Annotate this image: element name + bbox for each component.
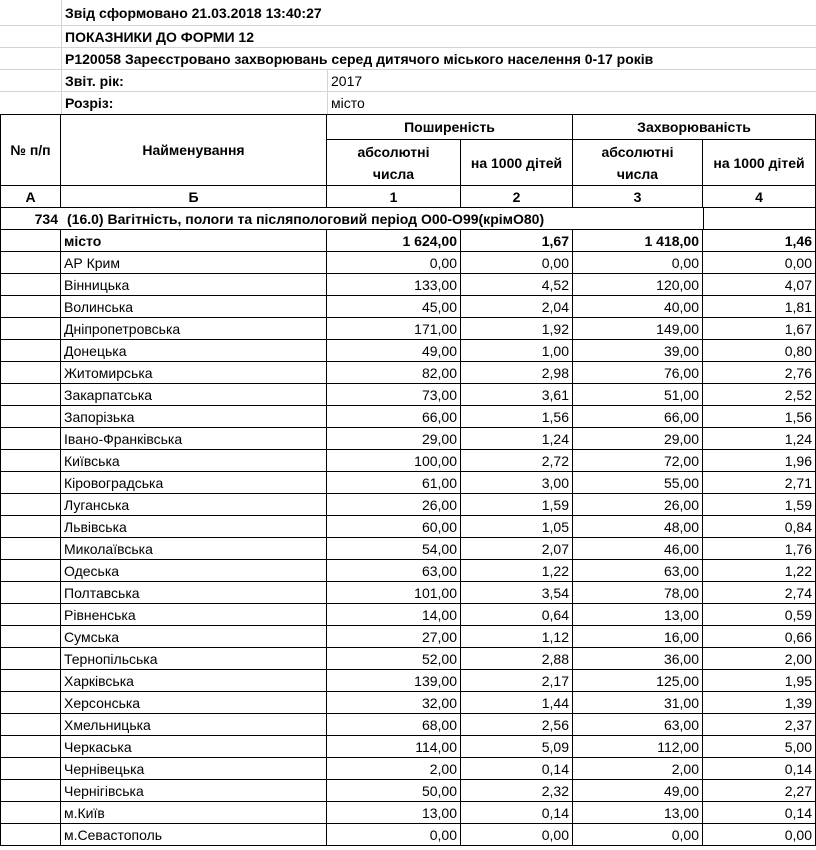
section-row — [0, 92, 816, 114]
col-4[interactable]: 4 — [703, 186, 816, 208]
incidence-absolute[interactable]: 26,00 — [573, 494, 703, 516]
data-rows — [0, 230, 816, 846]
row-number-cell[interactable] — [0, 626, 61, 648]
prevalence-rate[interactable]: 3,00 — [461, 472, 573, 494]
table-row — [0, 252, 816, 274]
incidence-absolute[interactable]: 66,00 — [573, 406, 703, 428]
incidence-absolute[interactable]: 78,00 — [573, 582, 703, 604]
row-number-cell[interactable] — [0, 516, 61, 538]
prevalence-absolute[interactable]: 100,00 — [327, 450, 461, 472]
incidence-header[interactable] — [573, 114, 816, 140]
prevalence-rate[interactable]: 1,59 — [461, 494, 573, 516]
row-number-cell[interactable] — [0, 384, 61, 406]
prevalence-rate-header[interactable] — [461, 140, 573, 186]
prevalence-absolute[interactable]: 54,00 — [327, 538, 461, 560]
incidence-header-label: Захворюваність — [637, 119, 751, 135]
region-name[interactable]: Закарпатська — [61, 384, 327, 406]
table-row — [0, 692, 816, 714]
region-name[interactable]: Херсонська — [61, 692, 327, 714]
incidence-rate[interactable]: 1,95 — [703, 670, 816, 692]
incidence-absolute[interactable]: 13,00 — [573, 802, 703, 824]
year-label[interactable]: Звіт. рік: — [61, 70, 327, 92]
region-name[interactable]: Чернігівська — [61, 780, 327, 802]
prevalence-absolute[interactable]: 0,00 — [327, 824, 461, 846]
row-number-cell[interactable] — [0, 780, 61, 802]
incidence-rate[interactable]: 1,56 — [703, 406, 816, 428]
incidence-absolute[interactable]: 0,00 — [573, 824, 703, 846]
table-row — [0, 736, 816, 758]
table-header — [0, 114, 816, 186]
absolute-line1: абсолютні — [601, 143, 674, 160]
prevalence-header-label: Поширеність — [404, 119, 495, 135]
incidence-absolute[interactable]: 76,00 — [573, 362, 703, 384]
incidence-absolute[interactable]: 112,00 — [573, 736, 703, 758]
row-number-cell[interactable] — [0, 296, 61, 318]
incidence-rate[interactable]: 0,80 — [703, 340, 816, 362]
incidence-rate[interactable]: 4,07 — [703, 274, 816, 296]
blank-cell[interactable] — [0, 70, 61, 92]
name-header[interactable] — [61, 114, 327, 186]
table-row — [0, 626, 816, 648]
region-name[interactable]: Одеська — [61, 560, 327, 582]
table-row — [0, 428, 816, 450]
incidence-absolute[interactable]: 0,00 — [573, 252, 703, 274]
group-row — [0, 208, 816, 230]
prevalence-absolute[interactable]: 66,00 — [327, 406, 461, 428]
prevalence-rate[interactable]: 3,54 — [461, 582, 573, 604]
region-name[interactable]: Рівненська — [61, 604, 327, 626]
incidence-rate[interactable]: 1,96 — [703, 450, 816, 472]
row-number-cell[interactable] — [0, 450, 61, 472]
region-name[interactable]: Донецька — [61, 340, 327, 362]
region-name[interactable]: м.Севастополь — [61, 824, 327, 846]
table-row — [0, 450, 816, 472]
table-row — [0, 516, 816, 538]
row-number-cell[interactable] — [0, 560, 61, 582]
region-name[interactable]: Полтавська — [61, 582, 327, 604]
row-number-cell[interactable] — [0, 714, 61, 736]
num-header[interactable] — [0, 114, 61, 186]
form-row — [0, 26, 816, 48]
blank-cell[interactable] — [0, 26, 61, 48]
incidence-rate[interactable]: 0,14 — [703, 758, 816, 780]
row-number-cell[interactable] — [0, 362, 61, 384]
incidence-rate[interactable]: 2,71 — [703, 472, 816, 494]
col-3[interactable]: 3 — [573, 186, 703, 208]
prevalence-header[interactable] — [327, 114, 573, 140]
region-name[interactable]: Запорізька — [61, 406, 327, 428]
region-name[interactable]: Сумська — [61, 626, 327, 648]
incidence-rate[interactable]: 2,00 — [703, 648, 816, 670]
region-name[interactable]: Луганська — [61, 494, 327, 516]
incidence-absolute[interactable]: 46,00 — [573, 538, 703, 560]
table-row — [0, 472, 816, 494]
prevalence-absolute[interactable]: 2,00 — [327, 758, 461, 780]
per1000-label: на 1000 дітей — [470, 154, 563, 171]
prevalence-absolute[interactable]: 133,00 — [327, 274, 461, 296]
prevalence-absolute[interactable]: 29,00 — [327, 428, 461, 450]
region-name[interactable]: Тернопільська — [61, 648, 327, 670]
incidence-rate[interactable]: 1,22 — [703, 560, 816, 582]
incidence-absolute[interactable]: 125,00 — [573, 670, 703, 692]
incidence-rate[interactable]: 0,66 — [703, 626, 816, 648]
col-1[interactable]: 1 — [327, 186, 461, 208]
region-name[interactable]: Житомирська — [61, 362, 327, 384]
year-row — [0, 70, 816, 92]
prevalence-rate[interactable]: 1,05 — [461, 516, 573, 538]
generated-text[interactable]: Звід сформовано 21.03.2018 13:40:27 — [61, 0, 816, 26]
incidence-rate[interactable]: 1,39 — [703, 692, 816, 714]
table-row — [0, 230, 816, 252]
table-row — [0, 780, 816, 802]
table-row — [0, 824, 816, 846]
prevalence-absolute[interactable]: 114,00 — [327, 736, 461, 758]
prevalence-rate[interactable]: 4,52 — [461, 274, 573, 296]
blank-cell[interactable] — [703, 208, 816, 230]
prevalence-absolute[interactable]: 101,00 — [327, 582, 461, 604]
row-number-cell[interactable] — [0, 472, 61, 494]
table-row — [0, 648, 816, 670]
row-number-cell[interactable] — [0, 692, 61, 714]
incidence-absolute[interactable]: 40,00 — [573, 296, 703, 318]
table-row — [0, 758, 816, 780]
incidence-rate[interactable]: 0,00 — [703, 824, 816, 846]
region-name[interactable]: Кіровоградська — [61, 472, 327, 494]
incidence-absolute[interactable]: 48,00 — [573, 516, 703, 538]
table-row — [0, 714, 816, 736]
col-2[interactable]: 2 — [461, 186, 573, 208]
incidence-absolute[interactable]: 55,00 — [573, 472, 703, 494]
prevalence-absolute-header[interactable] — [327, 140, 461, 186]
row-number-cell[interactable] — [0, 758, 61, 780]
incidence-absolute[interactable]: 39,00 — [573, 340, 703, 362]
prevalence-absolute[interactable]: 0,00 — [327, 252, 461, 274]
prevalence-rate[interactable]: 1,12 — [461, 626, 573, 648]
prevalence-absolute[interactable]: 63,00 — [327, 560, 461, 582]
row-number-cell[interactable] — [0, 230, 61, 252]
name-header-label: Найменування — [142, 142, 245, 158]
incidence-absolute[interactable]: 63,00 — [573, 714, 703, 736]
row-number-cell[interactable] — [0, 802, 61, 824]
table-row — [0, 318, 816, 340]
prevalence-rate[interactable]: 2,04 — [461, 296, 573, 318]
prevalence-absolute[interactable]: 52,00 — [327, 648, 461, 670]
incidence-rate[interactable]: 1,46 — [703, 230, 816, 252]
prevalence-rate[interactable]: 1,56 — [461, 406, 573, 428]
prevalence-absolute[interactable]: 139,00 — [327, 670, 461, 692]
row-number-cell[interactable] — [0, 406, 61, 428]
prevalence-absolute[interactable]: 60,00 — [327, 516, 461, 538]
incidence-absolute[interactable]: 29,00 — [573, 428, 703, 450]
table-row — [0, 274, 816, 296]
table-row — [0, 560, 816, 582]
prevalence-rate[interactable]: 1,00 — [461, 340, 573, 362]
table-row — [0, 362, 816, 384]
prevalence-rate[interactable]: 2,98 — [461, 362, 573, 384]
incidence-absolute[interactable]: 13,00 — [573, 604, 703, 626]
row-number-cell[interactable] — [0, 582, 61, 604]
table-row — [0, 582, 816, 604]
prevalence-absolute[interactable]: 14,00 — [327, 604, 461, 626]
row-number-cell[interactable] — [0, 340, 61, 362]
incidence-absolute[interactable]: 120,00 — [573, 274, 703, 296]
incidence-rate[interactable]: 1,76 — [703, 538, 816, 560]
prevalence-absolute[interactable]: 68,00 — [327, 714, 461, 736]
row-number-cell[interactable] — [0, 648, 61, 670]
prevalence-rate[interactable]: 1,24 — [461, 428, 573, 450]
prevalence-absolute[interactable]: 49,00 — [327, 340, 461, 362]
prevalence-absolute[interactable]: 32,00 — [327, 692, 461, 714]
prevalence-absolute[interactable]: 50,00 — [327, 780, 461, 802]
incidence-rate[interactable]: 1,24 — [703, 428, 816, 450]
incidence-absolute[interactable]: 149,00 — [573, 318, 703, 340]
table-row — [0, 340, 816, 362]
row-number-cell[interactable] — [0, 538, 61, 560]
prevalence-rate[interactable]: 0,00 — [461, 252, 573, 274]
incidence-absolute[interactable]: 16,00 — [573, 626, 703, 648]
table-row — [0, 604, 816, 626]
table-row — [0, 538, 816, 560]
region-name[interactable]: Чернівецька — [61, 758, 327, 780]
incidence-rate[interactable]: 5,00 — [703, 736, 816, 758]
region-name[interactable]: Хмельницька — [61, 714, 327, 736]
prevalence-absolute[interactable]: 61,00 — [327, 472, 461, 494]
incidence-rate[interactable]: 2,52 — [703, 384, 816, 406]
blank-cell[interactable] — [0, 48, 61, 70]
region-name[interactable]: Дніпропетровська — [61, 318, 327, 340]
table-row — [0, 802, 816, 824]
prevalence-rate[interactable]: 2,07 — [461, 538, 573, 560]
incidence-absolute[interactable]: 63,00 — [573, 560, 703, 582]
table-row — [0, 406, 816, 428]
region-name[interactable]: Вінницька — [61, 274, 327, 296]
prevalence-rate[interactable]: 0,00 — [461, 824, 573, 846]
region-name[interactable]: Івано-Франківська — [61, 428, 327, 450]
incidence-absolute[interactable]: 36,00 — [573, 648, 703, 670]
incidence-rate[interactable]: 0,14 — [703, 802, 816, 824]
incidence-rate[interactable]: 2,76 — [703, 362, 816, 384]
row-number-cell[interactable] — [0, 274, 61, 296]
group-title[interactable]: (16.0) Вагітність, пологи та післяпологовий період O00-O99(крімO80) — [61, 208, 703, 230]
prevalence-absolute[interactable]: 171,00 — [327, 318, 461, 340]
incidence-absolute[interactable]: 72,00 — [573, 450, 703, 472]
prevalence-rate[interactable]: 2,72 — [461, 450, 573, 472]
incidence-absolute-header[interactable] — [573, 140, 703, 186]
blank-cell[interactable] — [0, 92, 61, 114]
form-title[interactable]: ПОКАЗНИКИ ДО ФОРМИ 12 — [61, 26, 816, 48]
section-value[interactable]: місто — [327, 92, 816, 114]
absolute-line1: абсолютні — [357, 143, 430, 160]
table-row — [0, 296, 816, 318]
region-name[interactable]: м.Київ — [61, 802, 327, 824]
per1000-label: на 1000 дітей — [713, 154, 805, 171]
incidence-rate[interactable]: 2,37 — [703, 714, 816, 736]
row-number-cell[interactable] — [0, 736, 61, 758]
prevalence-rate[interactable]: 2,56 — [461, 714, 573, 736]
incidence-absolute[interactable]: 1 418,00 — [573, 230, 703, 252]
prevalence-absolute[interactable]: 45,00 — [327, 296, 461, 318]
generated-row — [0, 0, 816, 26]
group-code[interactable]: 734 — [0, 208, 61, 230]
prevalence-rate[interactable]: 1,22 — [461, 560, 573, 582]
incidence-absolute[interactable]: 2,00 — [573, 758, 703, 780]
incidence-rate[interactable]: 2,27 — [703, 780, 816, 802]
region-name[interactable]: Харківська — [61, 670, 327, 692]
prevalence-rate[interactable]: 3,61 — [461, 384, 573, 406]
row-number-cell[interactable] — [0, 824, 61, 846]
incidence-rate[interactable]: 1,59 — [703, 494, 816, 516]
prevalence-absolute[interactable]: 1 624,00 — [327, 230, 461, 252]
region-name[interactable]: Волинська — [61, 296, 327, 318]
table-row — [0, 494, 816, 516]
prevalence-absolute[interactable]: 82,00 — [327, 362, 461, 384]
absolute-line2: числа — [372, 165, 415, 182]
prevalence-rate[interactable]: 1,67 — [461, 230, 573, 252]
region-name[interactable]: Черкаська — [61, 736, 327, 758]
incidence-rate-header[interactable] — [703, 140, 816, 186]
prevalence-rate[interactable]: 1,92 — [461, 318, 573, 340]
prevalence-absolute[interactable]: 73,00 — [327, 384, 461, 406]
indicator-title[interactable]: Р120058 Зарeєстровано захворювань серед дитячого міського населення 0-17 років — [61, 48, 816, 70]
region-name[interactable]: Київська — [61, 450, 327, 472]
region-name[interactable]: Миколаївська — [61, 538, 327, 560]
incidence-rate[interactable]: 0,00 — [703, 252, 816, 274]
incidence-rate[interactable]: 1,81 — [703, 296, 816, 318]
incidence-rate[interactable]: 2,74 — [703, 582, 816, 604]
incidence-absolute[interactable]: 51,00 — [573, 384, 703, 406]
num-header-label: № п/п — [10, 142, 51, 158]
table-row — [0, 384, 816, 406]
prevalence-rate[interactable]: 0,64 — [461, 604, 573, 626]
region-name[interactable]: місто — [61, 230, 327, 252]
prevalence-rate[interactable]: 5,09 — [461, 736, 573, 758]
blank-cell[interactable] — [0, 0, 61, 26]
row-number-cell[interactable] — [0, 318, 61, 340]
region-name[interactable]: Львівська — [61, 516, 327, 538]
row-number-cell[interactable] — [0, 670, 61, 692]
col-b[interactable]: Б — [61, 186, 327, 208]
absolute-line2: числа — [616, 165, 659, 182]
prevalence-absolute[interactable]: 26,00 — [327, 494, 461, 516]
section-label[interactable]: Розріз: — [61, 92, 327, 114]
prevalence-absolute[interactable]: 27,00 — [327, 626, 461, 648]
prevalence-rate[interactable]: 2,17 — [461, 670, 573, 692]
prevalence-rate[interactable]: 0,14 — [461, 802, 573, 824]
incidence-rate[interactable]: 0,84 — [703, 516, 816, 538]
prevalence-absolute[interactable]: 13,00 — [327, 802, 461, 824]
prevalence-rate[interactable]: 1,44 — [461, 692, 573, 714]
indicator-row — [0, 48, 816, 70]
incidence-absolute[interactable]: 31,00 — [573, 692, 703, 714]
incidence-absolute[interactable]: 49,00 — [573, 780, 703, 802]
prevalence-rate[interactable]: 0,14 — [461, 758, 573, 780]
year-value[interactable]: 2017 — [327, 70, 816, 92]
row-number-cell[interactable] — [0, 494, 61, 516]
prevalence-rate[interactable]: 2,32 — [461, 780, 573, 802]
row-number-cell[interactable] — [0, 428, 61, 450]
prevalence-rate[interactable]: 2,88 — [461, 648, 573, 670]
region-name[interactable]: АР Крим — [61, 252, 327, 274]
column-index-row — [0, 186, 816, 208]
row-number-cell[interactable] — [0, 252, 61, 274]
table-row — [0, 670, 816, 692]
incidence-rate[interactable]: 1,67 — [703, 318, 816, 340]
incidence-rate[interactable]: 0,59 — [703, 604, 816, 626]
row-number-cell[interactable] — [0, 604, 61, 626]
col-a[interactable]: А — [0, 186, 61, 208]
